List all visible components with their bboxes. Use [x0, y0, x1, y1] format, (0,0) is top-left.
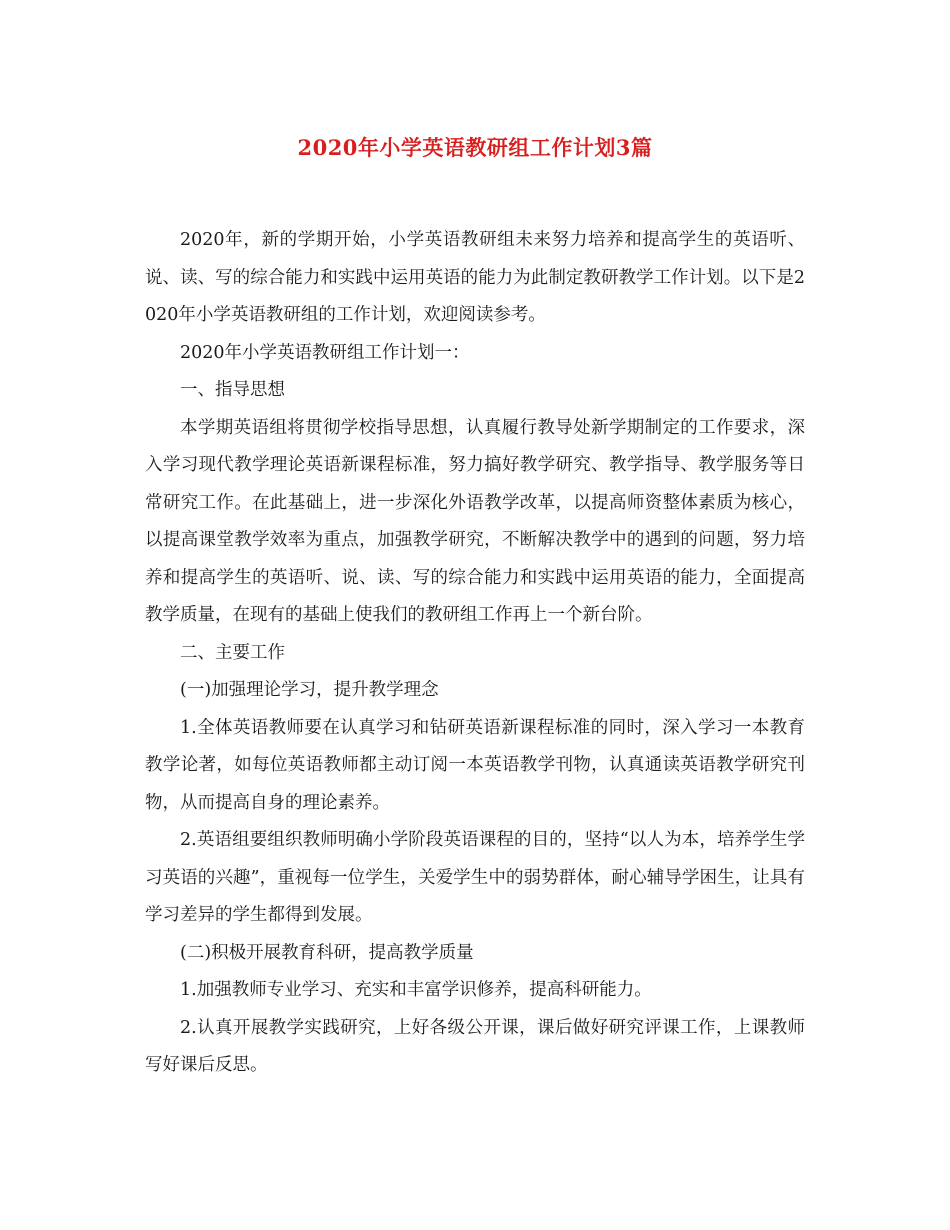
document-title: 2020年小学英语教研组工作计划3篇 [297, 135, 653, 160]
guiding-ideology-paragraph: 本学期英语组将贯彻学校指导思想，认真履行教导处新学期制定的工作要求，深入学习现代教学理论英语新课程标准，努力搞好教学研究、教学指导、教学服务等日常研究工作。在此基础上，进一步深化外语教学改革，以提高师资整体素质为核心，以提高课堂教学效率为重点，加强教学研究，不断解决教学中的遇到的问题，努力培养和提高学生的英语听、说、读、写的综合能力和实践中运用英语的能力，全面提高教学质量，在现有的基础上使我们的教研组工作再上一个新台阶。 [145, 417, 805, 625]
research-item-1: 1.加强教师专业学习、充实和丰富学识修养，提高科研能力。 [180, 980, 652, 1000]
theory-study-item-2: 2.英语组要组织教师明确小学阶段英语课程的目的，坚持“以人为本，培养学生学习英语的兴趣”，重视每一位学生，关爱学生中的弱势群体，耐心辅导学困生，让具有学习差异的学生都得到发展。 [145, 830, 805, 925]
section-heading-main-work: 二、主要工作 [180, 642, 285, 663]
intro-paragraph: 2020年，新的学期开始，小学英语教研组未来努力培养和提高学生的英语听、说、读、写的综合能力和实践中运用英语的能力为此制定教研教学工作计划。以下是2020年小学英语教研组的工作计划，欢迎阅读参考。 [145, 230, 805, 325]
research-item-2: 2.认真开展教学实践研究，上好各级公开课，课后做好研究评课工作，上课教师写好课后反思。 [145, 1017, 805, 1075]
subsection-heading-theory-study: (一)加强理论学习，提升教学理念 [180, 680, 439, 700]
document-body [145, 222, 805, 1085]
theory-study-item-1: 1.全体英语教师要在认真学习和钻研英语新课程标准的同时，深入学习一本教育教学论著，如每位英语教师都主动订阅一本英语教学刊物，认真通读英语教学研究刊物，从而提高自身的理论素养。 [145, 717, 805, 813]
section-heading-guiding-ideology: 一、指导思想 [180, 380, 285, 400]
subsection-heading-research: (二)积极开展教育科研，提高教学质量 [180, 942, 474, 963]
plan-one-heading: 2020年小学英语教研组工作计划一： [180, 342, 470, 363]
